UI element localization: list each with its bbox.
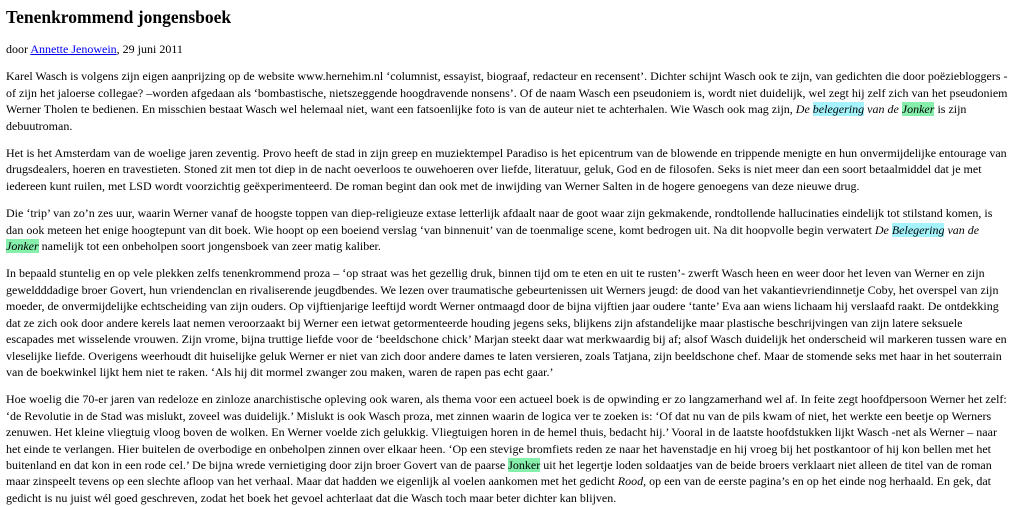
italic-text: van de	[944, 222, 980, 237]
italic-text: De	[874, 222, 892, 237]
highlighted-term: Jonker	[508, 457, 541, 472]
byline-date: , 29 juni 2011	[116, 42, 183, 56]
author-link[interactable]: Annette Jenowein	[30, 42, 117, 56]
paragraph-text: Hoe woelig die 70-er jaren van redeloze en zinloze anarchistische opleving ook waren, als thema voor een actueel boek is de opwinding er zo langzamerhand wel af. In feite zegt hoofdpersoon Werner het zelf: ‘de Revolutie in de Stad was mislukt, zoveel was duidelijk.’ Mislukt is ook Wasch proza, met zinnen waarin de logica ver te zoeken is: ‘Of dat nu van de pils kwam of niet, het werkte een beetje op Werners zenuwen. Het kleine vliegtuig vloog boven de wolken. En Werner voelde zich gelukkig. Vliegtuigen horen in de hemel thuis, bedacht hij.’ Vooral in de laatste hoofdstukken lijkt Wasch -net als Werner – naar het einde te verlangen. Hier buitelen de overbodige en onbeholpen zinnen over elkaar heen. ‘Op een stevige bromfiets reden ze naar het havenstadje en hij vroeg bij het postkantoor of hij kon bellen met het buitenland en dat kon in een rode cel.’ De bijna wrede vernietiging door zijn broer Govert van de paarse	[6, 392, 1007, 472]
highlighted-term: Belegering	[891, 222, 945, 237]
italic-text: van de	[864, 102, 902, 117]
paragraph-text: namelijk tot een onbeholpen soort jongensboek van zeer matig kaliber.	[38, 239, 381, 254]
article-paragraph	[6, 265, 1010, 380]
paragraph-text: Die ‘trip’ van zo’n zes uur, waarin Werner vanaf de hoogste toppen van diep-religieuze extase letterlijk afdaalt naar de goot waar zijn gekmakende, rondtollende hallucinaties eindelijk tot stilstand komen, is dan ook meteen het enige hoogtepunt van dit boek. Wie hoopt op een boeiend verslag ‘van binnenuit’ van de toenmalige scene, komt bedrogen uit. Na dit hoopvolle begin verwatert	[6, 206, 993, 237]
paragraph-text: In bepaald stuntelig en op vele plekken zelfs tenenkrommend proza – ‘op straat was het gezellig druk, binnen tijd om te eten en uit te rusten’- zwerft Wasch heen en weer door het leven van Werner en zijn geweldddadige broer Govert, hun vriendenclan en rivaliserende jeugdbendes. We lezen over traumatische gebeurtenissen uit Werners jeugd: de dood van het vakantievriendinnetje Coby, het overspel van zijn moeder, de onvermijdelijke echtscheiding van zijn ouders. Op vijftienjarige leeftijd wordt Werner ontmaagd door de bijna vijftien jaar oudere ‘tante’ Eva aan wiens lichaam hij verslaafd raakt. De ontdekking dat ze zich ook door andere kerels laat nemen veroorzaakt bij Werner een ietwat getormenteerde houding jegens seks, blijkens zijn afstandelijke maar plastische beschrijvingen van zijn latere seksuele escapades met wisselende vrouwen. Zijn vrome, bijna truttige liefde voor de ‘beeldschone chick’ Marjan steekt daar wat merkwaardig bij af; alsof Wasch duidelijk het onderscheid wil markeren tussen ware en vleselijke liefde. Overigens weerhoudt dit huiselijke geluk Werner er niet van zich door andere dames te laten versieren, zoals Tatjana, zijn beeldschone chef. Maar de stomende seks met haar in het souterrain van de boekwinkel lijkt hem niet te raken. ‘Als hij dit mormel zwanger zou maken, waren de rapen pas echt gaar.’	[6, 266, 1007, 379]
paragraph-text: , op een van de eerste pagina’s en op het einde nog herhaald. En gek, dat gedicht is nu juist wél goed geschreven, zodat het boek het gevoel achterlaat dat die Wasch toch maar beter dichter kan blijven.	[6, 474, 991, 505]
byline-prefix: door	[6, 42, 31, 56]
highlighted-term: belegering	[812, 102, 865, 117]
article-paragraph	[6, 145, 1010, 194]
highlighted-term: Jonker	[6, 239, 39, 254]
article-body	[6, 68, 1010, 506]
paragraph-text: uit het legertje loden soldaatjes van de beide broers verklaart niet alleen de titel van de roman maar zinspeelt tevens op een slechte afloop van het verhaal. Maar dat hadden we eigenlijk al voelen aankomen met het gedicht	[6, 457, 992, 489]
article-paragraph	[6, 391, 1010, 506]
italic-text: De	[795, 102, 813, 117]
paragraph-text: Het is het Amsterdam van de woelige jaren zeventig. Provo heeft de stad in zijn greep en muziektempel Paradiso is het epicentrum van de blowende en trippende menigte en hun onvermijdelijke entourage van drugsdealers, hoeren en travestieten. Stoned zit men tot diep in de nacht oeverloos te ouwehoeren over liefde, literatuur, geluk, God en de filosofen. Seks is niet meer dan een soort betaalmiddel dat je met iedereen kunt ruilen, met LSD wordt voorzichtig geëxperimenteerd. De roman begint dan ook met de inwijding van Werner Salten in de hogere genoegens van deze nieuwe drug.	[6, 146, 1007, 193]
article-title: Tenenkrommend jongensboek	[6, 7, 232, 27]
byline	[6, 41, 1010, 57]
highlighted-term: Jonker	[901, 102, 935, 117]
italic-text: Rood	[617, 474, 644, 489]
article-paragraph	[6, 205, 1010, 254]
article-paragraph	[6, 68, 1010, 134]
paragraph-text: is zijn debuutroman.	[6, 102, 967, 133]
paragraph-text: Karel Wasch is volgens zijn eigen aanprijzing op de website www.hernehim.nl ‘columnist, essayist, biograaf, redacteur en recensent’. Dichter schijnt Wasch ook te zijn, van gedichten die door poëziebloggers -of zijn het jaloerse collegae? –worden afgedaan als ‘bombastische, nietszeggende hoogdravende nonsens’. Of de naam Wasch een pseudoniem is, wordt niet duidelijk, wel zegt hij zelf zich van het pseudoniem Werner Tholen te bedienen. En misschien bestaat Wasch wel helemaal niet, want een fatsoenlijke foto is van de auteur niet te achterhalen. Wie Wasch ook mag zijn,	[6, 69, 1008, 117]
